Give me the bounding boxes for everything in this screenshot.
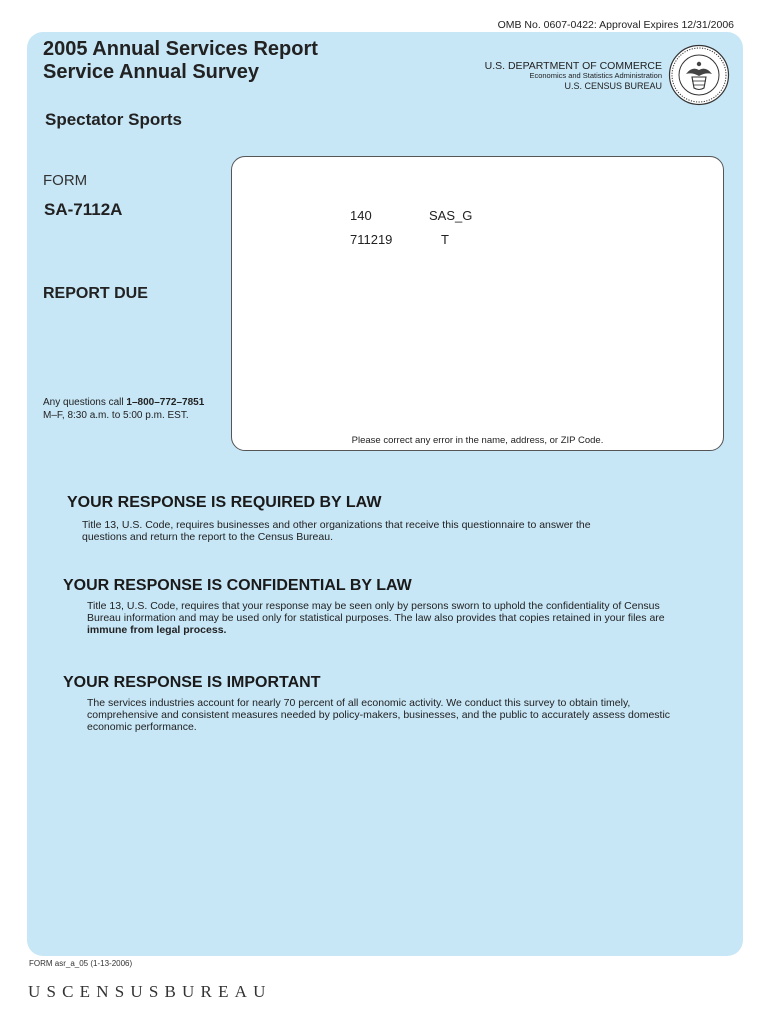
contact-hours: M–F, 8:30 a.m. to 5:00 p.m. EST. xyxy=(43,409,189,421)
address-code-b: SAS_G xyxy=(429,208,473,223)
text-line: Title 13, U.S. Code, requires businesses and other organizations that receive this questionnaire to answer the xyxy=(82,519,591,531)
address-code-a: 140 xyxy=(350,208,372,223)
department-name: U.S. DEPARTMENT OF COMMERCE xyxy=(484,60,662,72)
text-line-bold: immune from legal process. xyxy=(87,624,227,636)
report-title: 2005 Annual Services Report xyxy=(43,38,318,60)
section-heading-important: YOUR RESPONSE IS IMPORTANT xyxy=(63,674,321,691)
report-due-label: REPORT DUE xyxy=(43,285,148,302)
text-line: economic performance. xyxy=(87,721,197,733)
text-line: The services industries account for nearly 70 percent of all economic activity. We conduct this survey to obtain timely, xyxy=(87,697,631,709)
contact-line xyxy=(43,397,204,410)
text-line: questions and return the report to the Census Bureau. xyxy=(82,531,333,543)
address-code-d: T xyxy=(441,232,449,247)
census-bureau-wordmark: USCENSUSBUREAU xyxy=(28,982,272,1001)
address-correction-note: Please correct any error in the name, address, or ZIP Code. xyxy=(351,435,604,446)
contact-info xyxy=(43,397,204,422)
agency-block xyxy=(485,60,662,91)
omb-approval-text: OMB No. 0607-0422: Approval Expires 12/31/2006 xyxy=(497,19,734,31)
bureau-name: U.S. CENSUS BUREAU xyxy=(564,80,662,91)
text-line: comprehensive and consistent measures needed by policy-makers, businesses, and the public to accurately assess domestic xyxy=(87,709,671,721)
survey-subject: Spectator Sports xyxy=(45,110,182,129)
section-text-required xyxy=(82,519,591,543)
contact-prefix: Any questions call xyxy=(43,397,127,408)
section-heading-confidential: YOUR RESPONSE IS CONFIDENTIAL BY LAW xyxy=(63,577,412,594)
commerce-seal-icon xyxy=(668,44,730,106)
section-text-confidential xyxy=(87,600,665,636)
administration-name: Economics and Statistics Administration xyxy=(529,71,662,81)
survey-title: Service Annual Survey xyxy=(43,61,260,83)
form-code: FORM asr_a_05 (1-13-2006) xyxy=(29,959,133,968)
form-label: FORM xyxy=(43,172,88,189)
section-heading-required: YOUR RESPONSE IS REQUIRED BY LAW xyxy=(67,494,382,511)
text-line: Bureau information and may be used only for statistical purposes. The law also provides that copies retained in your files are xyxy=(87,612,665,624)
text-line: Title 13, U.S. Code, requires that your response may be seen only by persons sworn to uphold the confidentiality of Census xyxy=(87,600,660,612)
mailing-address-box xyxy=(231,156,724,451)
form-number: SA-7112A xyxy=(44,200,123,219)
address-code-c: 711219 xyxy=(350,232,393,247)
section-text-important xyxy=(87,697,670,733)
contact-phone: 1–800–772–7851 xyxy=(126,397,205,408)
